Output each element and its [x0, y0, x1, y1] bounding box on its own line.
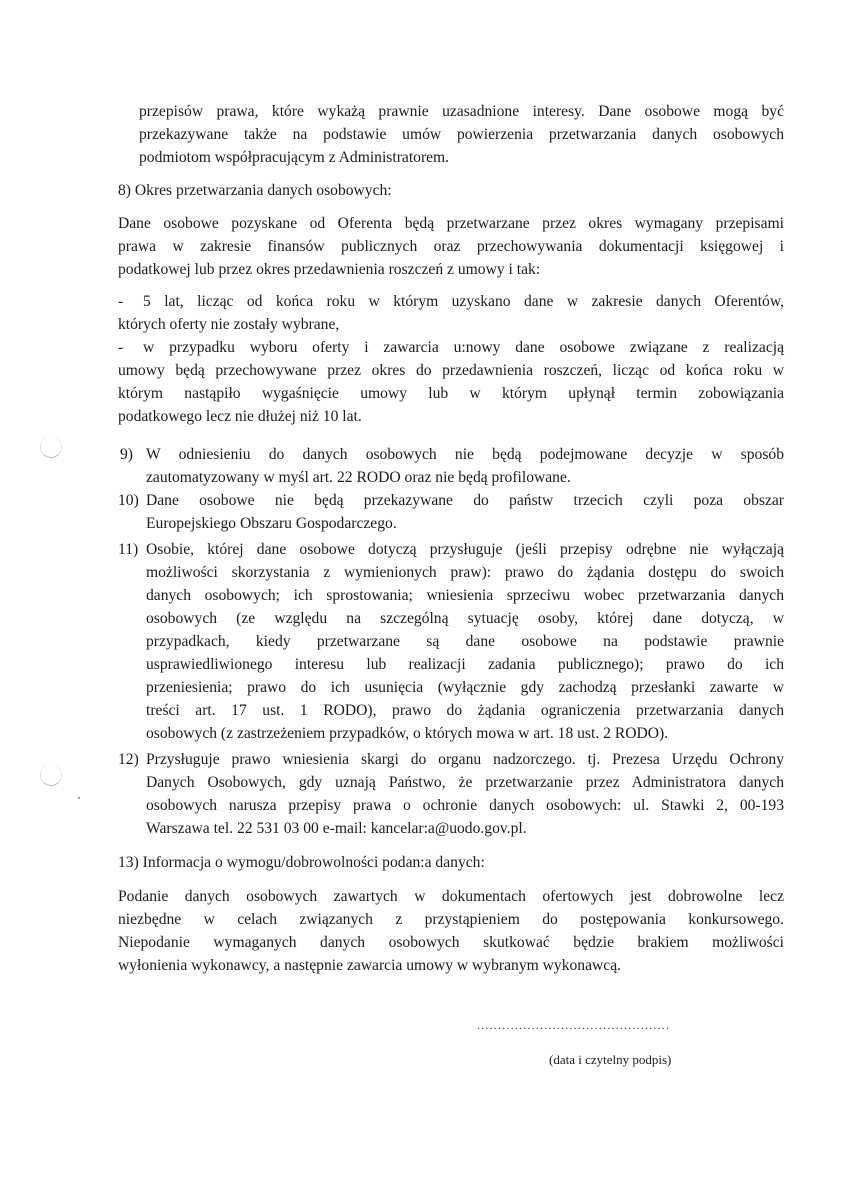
item-line: możliwości skorzystania z wymienionych praw): prawo do żądania dostępu do swoich — [146, 564, 784, 581]
section-8-heading: 8) Okres przetwarzania danych osobowych: — [118, 182, 392, 199]
item-line: osobowych narusza przepisy prawa o ochronie danych osobowych: ul. Stawki 2, 00-193 — [146, 797, 784, 814]
section-13-heading: 13) Informacja o wymogu/dobrowolności podan:a danych: — [118, 854, 485, 871]
item-line: zautomatyzowany w myśl art. 22 RODO oraz nie będą profilowane. — [146, 469, 571, 486]
item-line: Przysługuje prawo wniesienia skargi do organu nadzorczego. tj. Prezesa Urzędu Ochrony — [146, 751, 784, 768]
signature-caption: (data i czytelny podpis) — [549, 1052, 672, 1067]
intro-line: przekazywane także na podstawie umów powierzenia przetwarzania danych osobowych — [139, 126, 784, 143]
section-13-paragraph-line: niezbędne w celach związanych z przystąpieniem do postępowania konkursowego. — [118, 911, 784, 928]
item-line: Dane osobowe nie będą przekazywane do państw trzecich czyli poza obszar — [146, 492, 784, 509]
item-number: 11) — [118, 541, 139, 558]
item-line: usprawiedliwionego interesu lub realizacji zadania publicznego); prawo do ich — [146, 656, 784, 673]
section-13-paragraph-line: Podanie danych osobowych zawartych w dokumentach ofertowych jest dobrowolne lecz — [118, 888, 784, 905]
item-line: Warszawa tel. 22 531 03 00 e-mail: kancelar:a@uodo.gov.pl. — [146, 820, 527, 837]
item-line: Europejskiego Obszaru Gospodarczego. — [146, 515, 397, 532]
intro-line: podmiotom współpracującym z Administratorem. — [139, 149, 450, 166]
bullet-line: umowy będą przechowywane przez okres do przedawnienia roszczeń, licząc od końca roku w — [118, 362, 784, 379]
bullet-line: podatkowego lecz nie dłużej niż 10 lat. — [118, 408, 362, 425]
section-8-paragraph-line: podatkowej lub przez okres przedawnienia roszczeń z umowy i tak: — [118, 261, 541, 278]
item-line: Osobie, której dane osobowe dotyczą przysługuje (jeśli przepisy odrębne nie wyłączają — [146, 541, 784, 558]
punch-hole-mark — [40, 436, 62, 458]
item-line: osobowych (z zastrzeżeniem przypadków, o których mowa w art. 18 ust. 2 RODO). — [146, 725, 669, 742]
item-line: przeniesienia; prawo do ich usunięcia (wyłącznie gdy zachodzą przesłanki zawarte w — [146, 679, 784, 696]
bullet-dash: - — [118, 339, 124, 356]
item-number: 9) — [120, 446, 133, 463]
bullet-line: 5 lat, licząc od końca roku w którym uzyskano dane w zakresie danych Oferentów, — [143, 293, 784, 310]
intro-line: przepisów prawa, które wykażą prawnie uzasadnione interesy. Dane osobowe mogą być — [139, 103, 784, 120]
section-8-paragraph-line: Dane osobowe pozyskane od Oferenta będą przetwarzane przez okres wymagany przepisami — [118, 215, 784, 232]
punch-hole-mark — [40, 764, 62, 786]
item-line: Danych Osobowych, gdy uznają Państwo, że przetwarzanie przez Administratora danych — [146, 774, 784, 791]
item-number: 10) — [118, 492, 139, 509]
section-13-paragraph-line: Niepodanie wymaganych danych osobowych skutkować będzie brakiem możliwości — [118, 934, 784, 951]
item-line: przypadkach, kiedy przetwarzane są dane osobowe na podstawie prawnie — [146, 633, 784, 650]
signature-line: .............................................. — [477, 1018, 671, 1032]
item-number: 12) — [118, 751, 139, 768]
bullet-line: którym nastąpiło wygaśnięcie umowy lub w którym upłynął termin zobowiązania — [118, 385, 784, 402]
scan-speck — [78, 797, 80, 799]
bullet-line: których oferty nie zostały wybrane, — [118, 316, 340, 333]
section-13-paragraph-line: wyłonienia wykonawcy, a następnie zawarcia umowy w wybranym wykonawcą. — [118, 957, 622, 974]
bullet-line: w przypadku wyboru oferty i zawarcia u:nowy dane osobowe związane z realizacją — [143, 339, 784, 356]
item-line: treści art. 17 ust. 1 RODO), prawo do żądania ograniczenia przetwarzania danych — [146, 702, 784, 719]
item-line: osobowych (ze względu na szczególną sytuację osoby, której dane dotyczą, w — [146, 610, 784, 627]
section-8-paragraph-line: prawa w zakresie finansów publicznych oraz przechowywania dokumentacji księgowej i — [118, 238, 784, 255]
item-line: W odniesieniu do danych osobowych nie będą podejmowane decyzje w sposób — [146, 446, 784, 463]
item-line: danych osobowych; ich sprostowania; wniesienia sprzeciwu wobec przetwarzania danych — [146, 587, 784, 604]
bullet-dash: - — [118, 293, 124, 310]
